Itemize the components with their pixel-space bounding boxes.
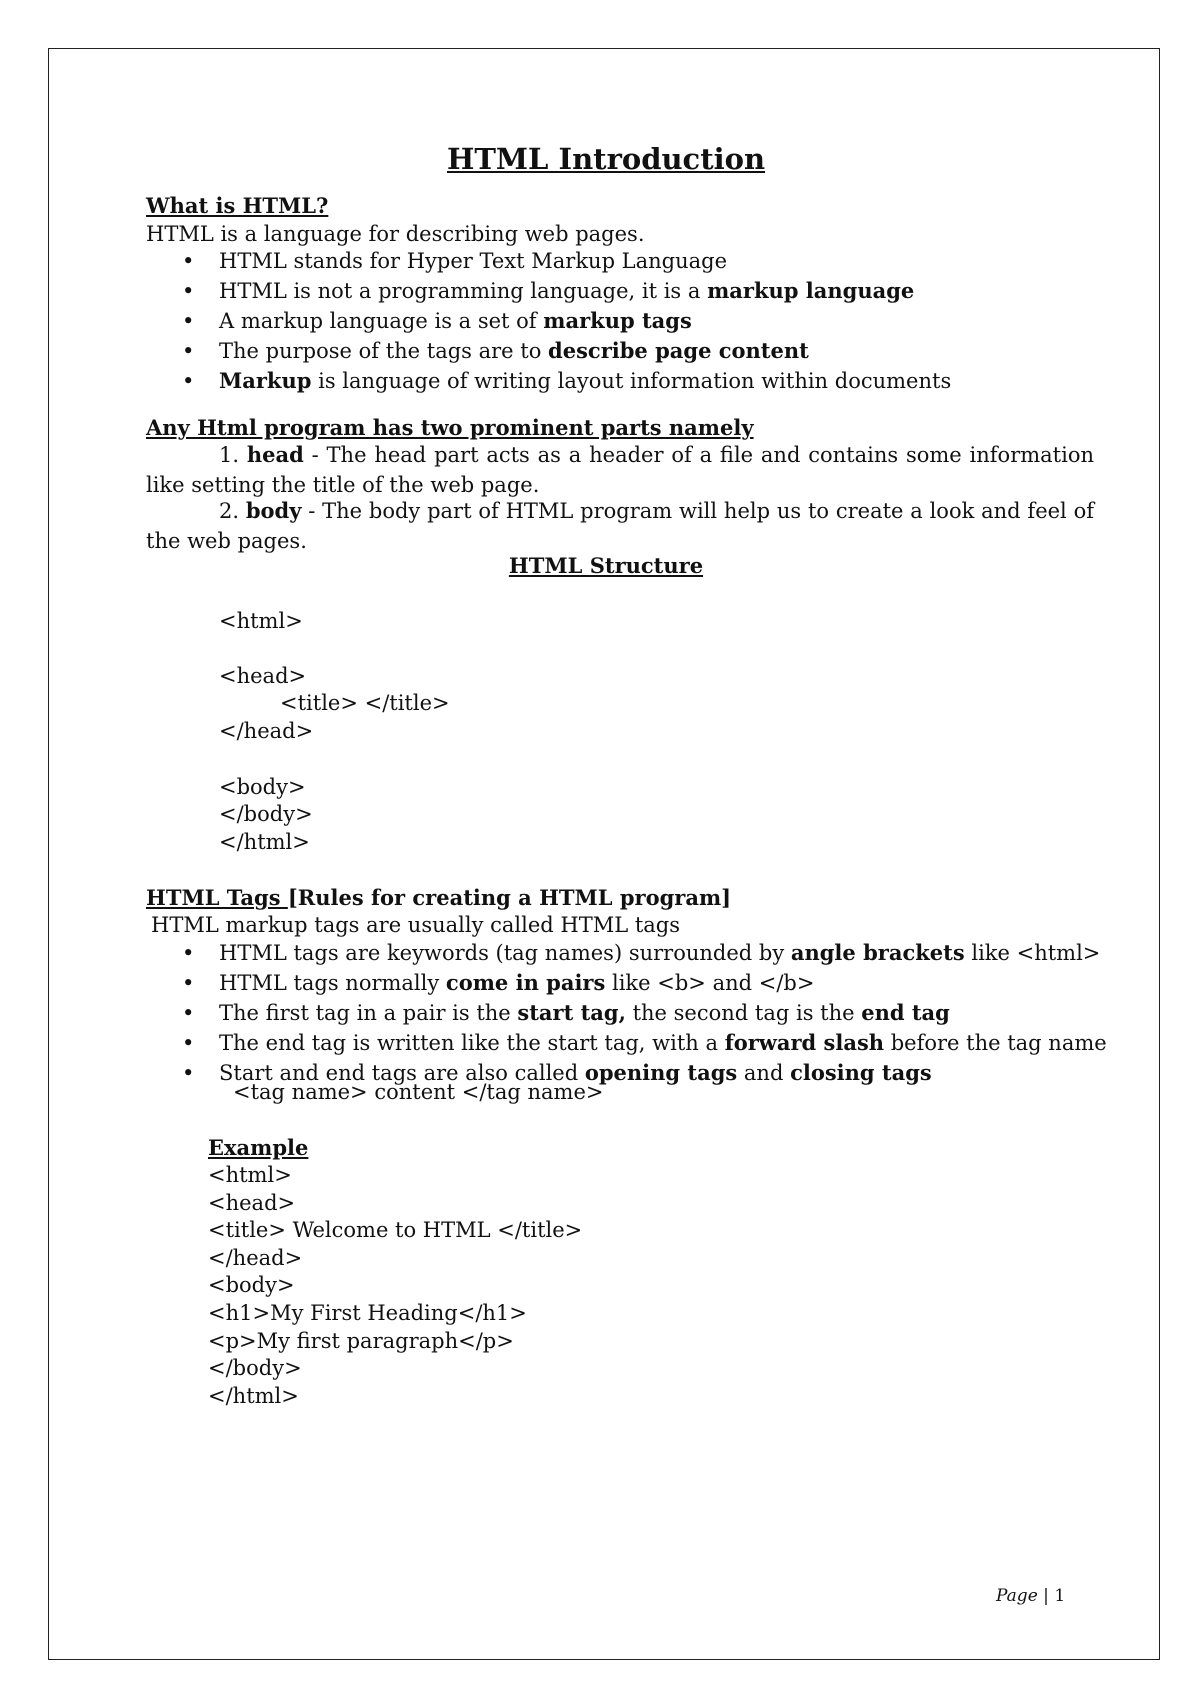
page-label: Page (996, 1586, 1038, 1606)
list-item: • HTML tags are keywords (tag names) surrounded by angle brackets like <html> (146, 938, 1107, 968)
page-number: 1 (1054, 1586, 1066, 1606)
code-line: <body> (208, 1273, 295, 1297)
code-line: </head> (208, 1246, 303, 1270)
section-heading-html-tags: HTML Tags [Rules for creating a HTML program] (146, 885, 732, 910)
list-item: • HTML stands for Hyper Text Markup Language (146, 246, 951, 276)
list-item: • The first tag in a pair is the start tag, the second tag is the end tag (146, 998, 1107, 1028)
code-line: <html> (208, 1163, 292, 1187)
list-item: • HTML is not a programming language, it is a markup language (146, 276, 951, 306)
numbered-item-head: 1. head - The head part acts as a header of a file and contains some information like setting the title of the web page. (146, 442, 1094, 497)
numbered-item-body: 2. body - The body part of HTML program will help us to create a look and feel of the web pages. (146, 498, 1094, 553)
code-line: <body> (219, 775, 306, 799)
section-heading-two-parts: Any Html program has two prominent parts namely (146, 415, 754, 440)
html-tags-bullets (146, 938, 1107, 1088)
page-footer (996, 1586, 1065, 1606)
tags-intro-text: HTML markup tags are usually called HTML tags (151, 913, 680, 937)
code-line: </body> (219, 802, 313, 826)
what-is-html-bullets (146, 246, 951, 396)
list-item: • Start and end tags are also called opening tags and closing tags (146, 1058, 1107, 1088)
code-line: </html> (208, 1384, 299, 1408)
example-heading: Example (208, 1135, 309, 1160)
code-line: </head> (219, 719, 314, 743)
code-line: <title> Welcome to HTML </title> (208, 1218, 583, 1242)
page-title: HTML Introduction (446, 142, 766, 176)
list-item: • The purpose of the tags are to describe page content (146, 336, 951, 366)
code-line: <p>My first paragraph</p> (208, 1329, 514, 1353)
list-item: • A markup language is a set of markup tags (146, 306, 951, 336)
code-line: </html> (219, 830, 310, 854)
code-line: <head> (219, 664, 307, 688)
list-item: • Markup is language of writing layout information within documents (146, 366, 951, 396)
page-separator: | (1037, 1586, 1055, 1606)
intro-text: HTML is a language for describing web pages. (146, 222, 645, 246)
tag-syntax-line: <tag name> content </tag name> (233, 1080, 604, 1104)
list-item: • HTML tags normally come in pairs like <b> and </b> (146, 968, 1107, 998)
code-line: </body> (208, 1356, 302, 1380)
code-line: <html> (219, 609, 303, 633)
section-heading-what-is-html: What is HTML? (146, 193, 329, 218)
code-line: <title> </title> (280, 691, 450, 715)
list-item: • The end tag is written like the start tag, with a forward slash before the tag name (146, 1028, 1107, 1058)
code-line: <h1>My First Heading</h1> (208, 1301, 527, 1325)
code-line: <head> (208, 1191, 296, 1215)
section-heading-html-structure: HTML Structure (508, 553, 704, 578)
